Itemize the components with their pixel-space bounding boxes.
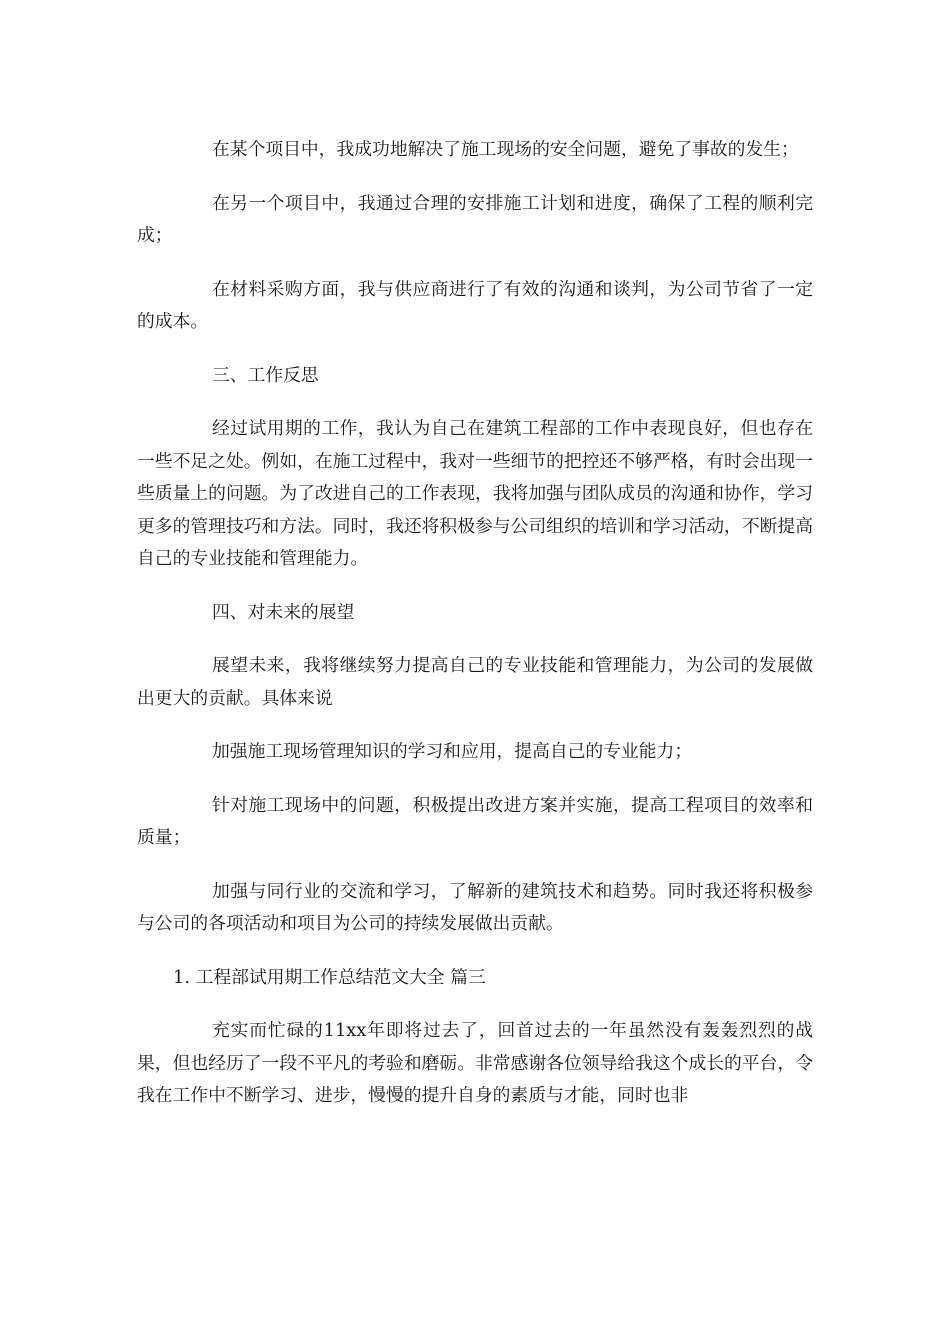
- paragraph-reflection: 经过试用期的工作，我认为自己在建筑工程部的工作中表现良好，但也存在一些不足之处。例如，在施工过程中，我对一些细节的把控还不够严格，有时会出现一些质量上的问题。为了改进自己的工作表现，我将加强与团队成员的沟通和协作，学习更多的管理技巧和方法。同时，我还将积极参与公司组织的培训和学习活动，不断提高自己的专业技能和管理能力。: [137, 418, 813, 569]
- paragraph-outlook-intro: 展望未来，我将继续努力提高自己的专业技能和管理能力，为公司的发展做出更大的贡献。具体来说: [137, 655, 813, 709]
- paragraph-year-review: 充实而忙碌的11xx年即将过去了，回首过去的一年虽然没有轰轰烈烈的战果，但也经历了一段不平凡的考验和磨砺。非常感谢各位领导给我这个成长的平台，令我在工作中不断学习、进步，慢慢的提升自身的素质与才能，同时也非: [137, 1020, 813, 1106]
- paragraph-outlook-item-2: 针对施工现场中的问题，积极提出改进方案并实施，提高工程项目的效率和质量；: [137, 794, 813, 848]
- paragraph-schedule: 在另一个项目中，我通过合理的安排施工计划和进度，确保了工程的顺利完成；: [137, 192, 813, 246]
- section-heading-outlook: 四、对未来的展望: [212, 601, 355, 623]
- paragraph-outlook-item-3: 加强与同行业的交流和学习，了解新的建筑技术和趋势。同时我还将积极参与公司的各项活动和项目为公司的持续发展做出贡献。: [137, 880, 813, 934]
- paragraph-outlook-item-1: 加强施工现场管理知识的学习和应用，提高自己的专业能力；: [212, 741, 693, 762]
- document-body: [137, 134, 813, 1113]
- paragraph-safety-issue: 在某个项目中，我成功地解决了施工现场的安全问题，避免了事故的发生；: [212, 139, 799, 160]
- article-heading-part-three: 1. 工程部试用期工作总结范文大全 篇三: [173, 966, 486, 988]
- paragraph-procurement: 在材料采购方面，我与供应商进行了有效的沟通和谈判，为公司节省了一定的成本。: [137, 278, 813, 332]
- section-heading-reflection: 三、工作反思: [212, 364, 319, 386]
